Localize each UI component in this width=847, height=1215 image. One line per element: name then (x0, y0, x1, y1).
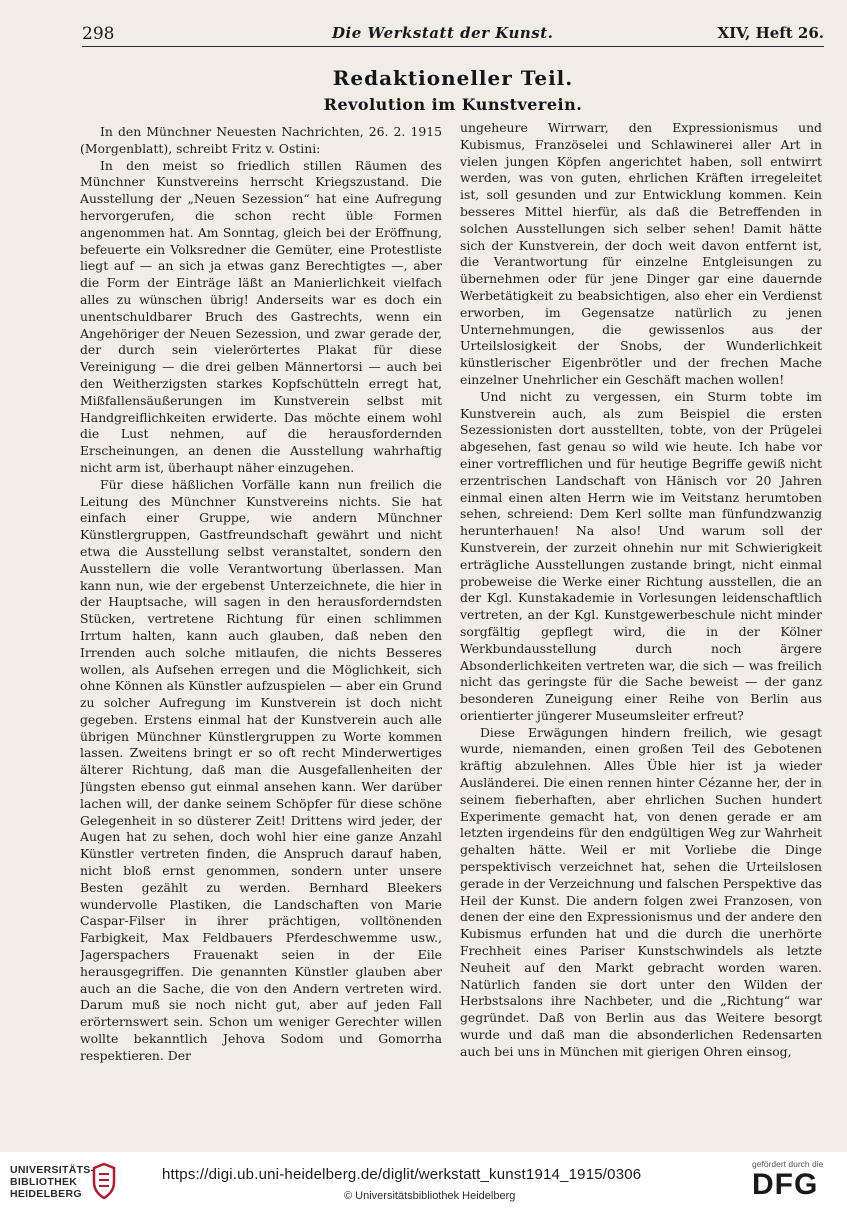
journal-title: Die Werkstatt der Kunst. (332, 24, 554, 42)
left-column (80, 124, 442, 1124)
funded-by-label: gefördert durch die (752, 1159, 824, 1169)
section-title: Redaktioneller Teil. (332, 66, 574, 90)
paragraph: Diese Erwägungen hindern freilich, wie gesagt wurde, niemanden, einen großen Teil des Gebotenen kräftig abzulehnen. Alles Üble hier ist ja wieder Ausländerei. Die einen rennen hinter Cézanne her, der in seinem fieberhaften, aber ehrlichen Suchen hundert Experimente gemacht hat, von denen gerade er am letzten irgendeins für den endgültigen Weg zur Wahrheit gehalten hätte. Weil er mit Vorliebe die Dinge perspektivisch verzeichnet hat, sehen die Urteilslosen gerade in der Verzeichnung und falschen Perspektive das Heil der Kunst. Die andern folgen zwei Franzosen, von denen der eine den Expressionismus und der andere den Kubismus erfunden hat und die durch die unerhörte Frechheit eines Pariser Kunstschwindels als letzte Neuheit auf den Markt gebracht worden waren. Natürlich fanden sie dort unter den Wilden der Herbstsalons ihre Nachbeter, und die „Richtung“ war gegründet. Daß von Berlin aus das Weitere besorgt wurde und daß man die absonderlichen Redensarten auch bei uns in München mit gierigen Ohren einsog, (460, 724, 822, 1059)
library-name-line: UNIVERSITÄTS- (10, 1164, 95, 1176)
permalink-url[interactable]: https://digi.ub.uni-heidelberg.de/diglit/werkstatt_kunst1914_1915/0306 (162, 1166, 642, 1183)
library-name-line: HEIDELBERG (10, 1188, 82, 1200)
dfg-logo[interactable]: DFG (752, 1168, 819, 1201)
paragraph: Und nicht zu vergessen, ein Sturm tobte im Kunstverein auch, als zum Beispiel die ersten Sezessionisten dort ausstellten, tobte, von der Prügelei abgesehen, fast genau so wild wie heute. Ich habe vor einer vortrefflichen und für heutige Begriffe gewiß nicht erzentrischen Landschaft von Hänisch vor 20 Jahren einmal einen alten Herrn wie im Veitstanz herumtoben sehen, schreiend: Dem Kerl sollte man fünfundzwanzig herunterhauen! Na also! Und warum soll der Kunstverein, der zurzeit ohnehin nur mit Schwierigkeit erträgliche Ausstellungen zustande bringt, nicht einmal probeweise die Werke einer Richtung ausstellen, die an der Kgl. Kunstakademie in Vorlesungen leidenschaftlich vertreten, an der Kgl. Kunstgewerbeschule nicht minder sorgfältig gepflegt wird, die in der Kölner Werkbundausstellung durch noch ärgere Absonderlichkeiten vertreten war, die sich — was freilich nicht das geringste für die Sache beweist — der ganz besonderen Zuneigung einer Reihe von Berlin aus orientierter jüngerer Museumsleiter erfreut? (460, 388, 822, 723)
right-column (460, 120, 822, 1120)
running-head (82, 20, 824, 48)
paragraph: Für diese häßlichen Vorfälle kann nun freilich die Leitung des Münchner Kunstvereins nichts. Sie hat einfach einer Gruppe, wie andern Münchner Künstlergruppen, Gastfreundschaft gewährt und nicht etwa die Ausstellung selbst veranstaltet, sondern den Ausstellern die volle Verantwortung überlassen. Man kann nun, wie der ergebenst Unterzeichnete, die hier in der Hauptsache, will sagen in den herausforderndsten Stücken, vertretene Richtung für einen schlimmen Irrtum halten, kann auch glauben, daß neben den Irrenden auch solche mitlaufen, die nichts Besseres wollen, als Aufsehen erregen und die Möglichkeit, sich ohne Können als Künstler aufzuspielen — aber ein Grund zu solcher Aufregung im Kunstverein ist doch nicht gegeben. Erstens einmal hat der Kunstverein auch alle übrigen Münchner Künstlergruppen zu Worte kommen lassen. Zweitens bringt er so oft recht Minderwertiges älterer Richtung, daß man die Ausgefallenheiten der Jüngsten ebenso gut einmal ansehen kann. Wer darüber lachen will, der danke seinem Schöpfer für diese schöne Gelegenheit in so düsterer Zeit! Drittens wird jeder, der Augen hat zu sehen, doch wohl hier eine ganze Anzahl Künstler vertreten finden, die Anspruch darauf haben, nicht bloß ernst genommen, sondern unter unsere Besten gezählt zu werden. Bernhard Bleekers wundervolle Plastiken, die Landschaften von Marie Caspar-Filser in ihrer prächtigen, volltönenden Farbigkeit, Max Feldbauers Pferdeschwemme usw., Jagerspachers Frauenakt seien in der Eile herausgegriffen. Die genannten Künstler glauben aber auch an die Sache, die von den Andern vertreten wird. Darum muß sie noch nicht gut, aber auf jeden Fall erörternswert sein. Schon um weniger Gerechter willen wollte bekanntlich Jehova Sodom und Gomorrha respektieren. Der (80, 476, 442, 1063)
library-logo-text[interactable] (10, 1164, 94, 1200)
copyright-notice: © Universitätsbibliothek Heidelberg (344, 1190, 516, 1202)
page-number: 298 (82, 24, 115, 44)
paragraph: ungeheure Wirrwarr, den Expressionismus und Kubismus, Französelei und Schlawinerei aller Art in vielen jungen Köpfen angerichtet haben, soll entwirrt werden, was von guten, ehrlichen Kräften irregeleitet ist, soll gesunden und zur Entwicklung kommen. Kein besseres Mittel hierfür, als daß die Betreffenden in solchen Ausstellungen sich selber sehen! Damit hätte sich der Kunstverein, der doch weit davon entfernt ist, die Verantwortung für einzelne Entgleisungen zu übernehmen oder für jene Dinger gar eine dauernde Werbetätigkeit zu beabsichtigen, also eher ein Verdienst erworben, im Gegensatze natürlich zu jenen Unternehmungen, die gewissenlos aus der Urteilslosigkeit der Snobs, der Wunderlichkeit künstlerischer Eigenbrötler und der frechen Mache einzelner Unehrlicher ein Geschäft machen wollen! (460, 120, 822, 387)
issue-label: XIV, Heft 26. (717, 24, 824, 42)
article-title: Revolution im Kunstverein. (323, 95, 583, 114)
viewer-footer (0, 1152, 847, 1215)
paragraph: In den meist so friedlich stillen Räumen des Münchner Kunstvereins herrscht Kriegszustand. Die Ausstellung der „Neuen Sezession“ hat eine Aufregung hervorgerufen, die schon recht üble Formen angenommen hat. Am Sonntag, gleich bei der Eröffnung, befeuerte ein Volksredner die Gemüter, eine Protestliste liegt auf — an sich ja etwas ganz Berechtigtes —, aber die Form der Einträge läßt an Manierlichkeit vielfach alles zu wünschen übrig! Anderseits war es doch ein unentschuldbarer Bruch des Gastrechts, wenn ein Angehöriger der Neuen Sezession, und zwar gerade der, der durch sein vielerörtertes Plakat für diese Vereinigung — die drei gelben Männertorsi — auch bei den Weitherzigsten starkes Kopfschütteln erregt hat, Mißfallensäußerungen im Kunstverein selbst mit Handgreiflichkeiten erwiderte. Das möchte einem wohl die Lust nehmen, auf die herausfordernden Erscheinungen, an denen die Ausstellung wahrhaftig nicht arm ist, überhaupt näher einzugehen. (80, 157, 442, 475)
header-rule (82, 46, 824, 47)
library-name-line: BIBLIOTHEK (10, 1176, 78, 1188)
library-logo-icon[interactable] (90, 1162, 118, 1200)
paragraph: In den Münchner Neuesten Nachrichten, 26. 2. 1915 (Morgenblatt), schreibt Fritz v. Ostini: (80, 124, 442, 156)
